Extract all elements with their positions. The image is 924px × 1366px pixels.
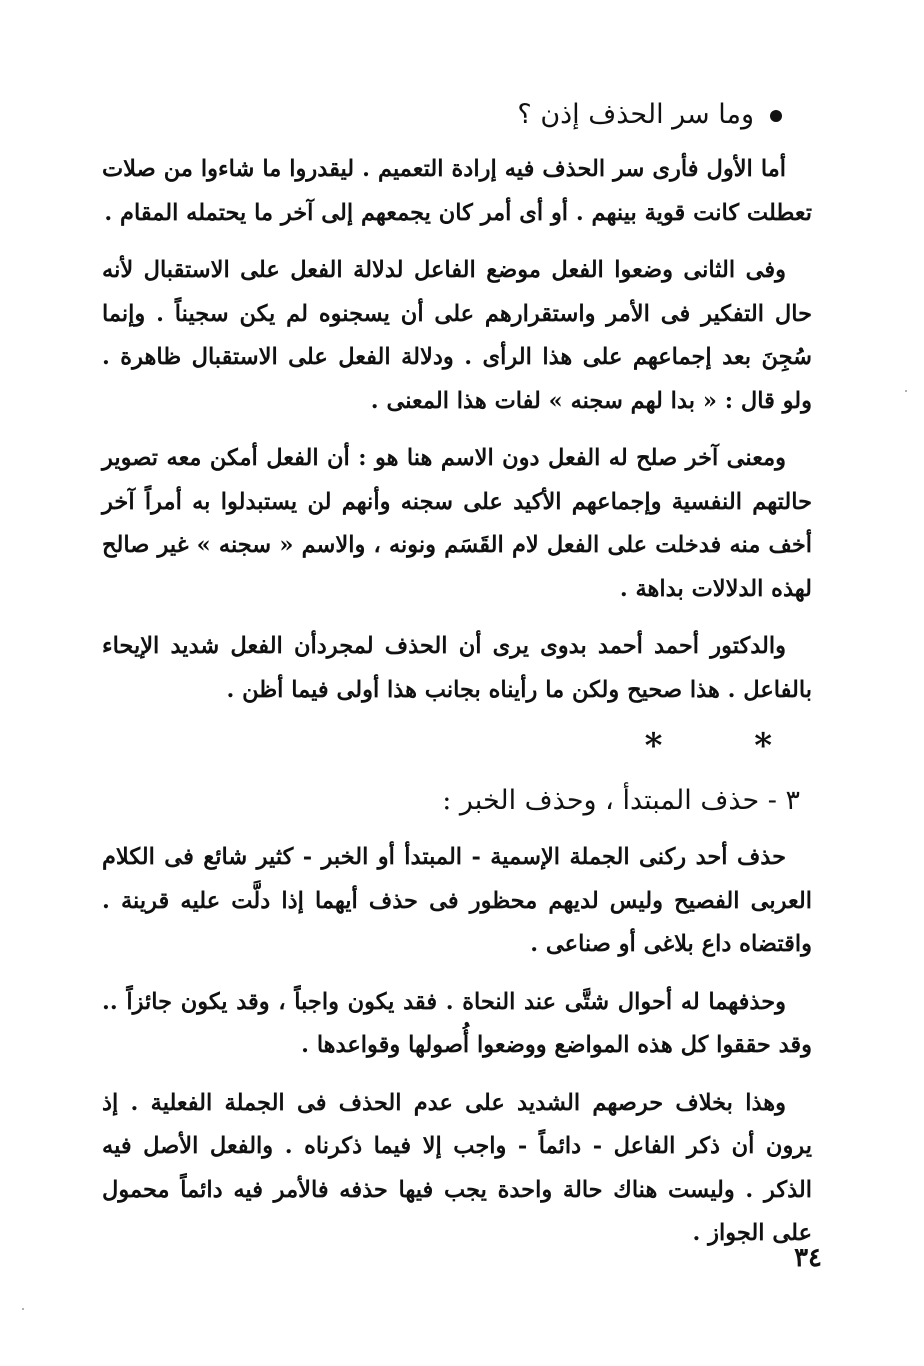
question-heading (102, 92, 812, 138)
page-number: ٣٤ (794, 1243, 822, 1273)
section-separator: * * (644, 726, 812, 766)
paragraph-other-meaning: ومعنى آخر صلح له الفعل دون الاسم هنا هو : أن الفعل أمكن معه تصوير حالتهم النفسية وإجماعهم الأكيد على سجنه وأنهم لن يستبدلوا به أمراً آخر أخف منه فدخلت على الفعل لام القَسَم ونونه ، والاسم « سجنه » غير صالح لهذه الدلالات بداهة . (102, 445, 812, 602)
bullet-icon (770, 110, 782, 122)
paragraph-badawi-opinion: والدكتور أحمد أحمد بدوى يرى أن الحذف لمجردأن الفعل شديد الإيحاء بالفاعل . هذا صحيح ولكن ما رأيناه بجانب هذا أولى فيما أظن . (102, 633, 812, 703)
paragraph-second-reason: وفى الثانى وضعوا الفعل موضع الفاعل لدلالة الفعل على الاستقبال لأنه حال التفكير فى الأمر واستقرارهم على أن يسجنوه لم يكن سجيناً . وإنما سُجِنَ بعد إجماعهم على هذا الرأى . ودلالة الفعل على الاستقبال ظاهرة . ولو قال : « بدا لهم سجنه » لفات هذا المعنى . (102, 257, 812, 414)
question-heading-text: وما سر الحذف إذن ؟ (517, 99, 754, 130)
scan-speck (905, 390, 907, 392)
paragraph-verbal-sentence: وهذا بخلاف حرصهم الشديد على عدم الحذف فى الجملة الفعلية . إذ يرون أن ذكر الفاعل - دائماً - واجب إلا فيما ذكرناه . والفعل الأصل فيه الذكر . وليست هناك حالة واحدة يجب فيها حذفه فالأمر فيه دائماً محمول على الجواز . (102, 1089, 812, 1246)
scan-speck (22, 1308, 24, 1310)
paragraph-deletion-cases: وحذفهما له أحوال شتَّى عند النحاة . فقد يكون واجباً ، وقد يكون جائزاً .. وقد حققوا كل هذه المواضع ووضعوا أُصولها وقواعدها . (102, 988, 812, 1058)
paragraph-subject-predicate-deletion: حذف أحد ركنى الجملة الإسمية - المبتدأ أو الخبر - كثير شائع فى الكلام العربى الفصيح وليس لديهم محظور فى حذف أيهما إذا دلَّت عليه قرينة . واقتضاه داع بلاغى أو صناعى . (102, 844, 812, 957)
page-content (102, 92, 812, 1270)
paragraph-first-reason: أما الأول فأرى سر الحذف فيه إرادة التعميم . ليقدروا ما شاءوا من صلات تعطلت كانت قوية بينهم . أو أى أمر كان يجمعهم إلى آخر ما يحتمله المقام . (102, 156, 812, 226)
section-heading: ٣ - حذف المبتدأ ، وحذف الخبر : (442, 785, 800, 816)
